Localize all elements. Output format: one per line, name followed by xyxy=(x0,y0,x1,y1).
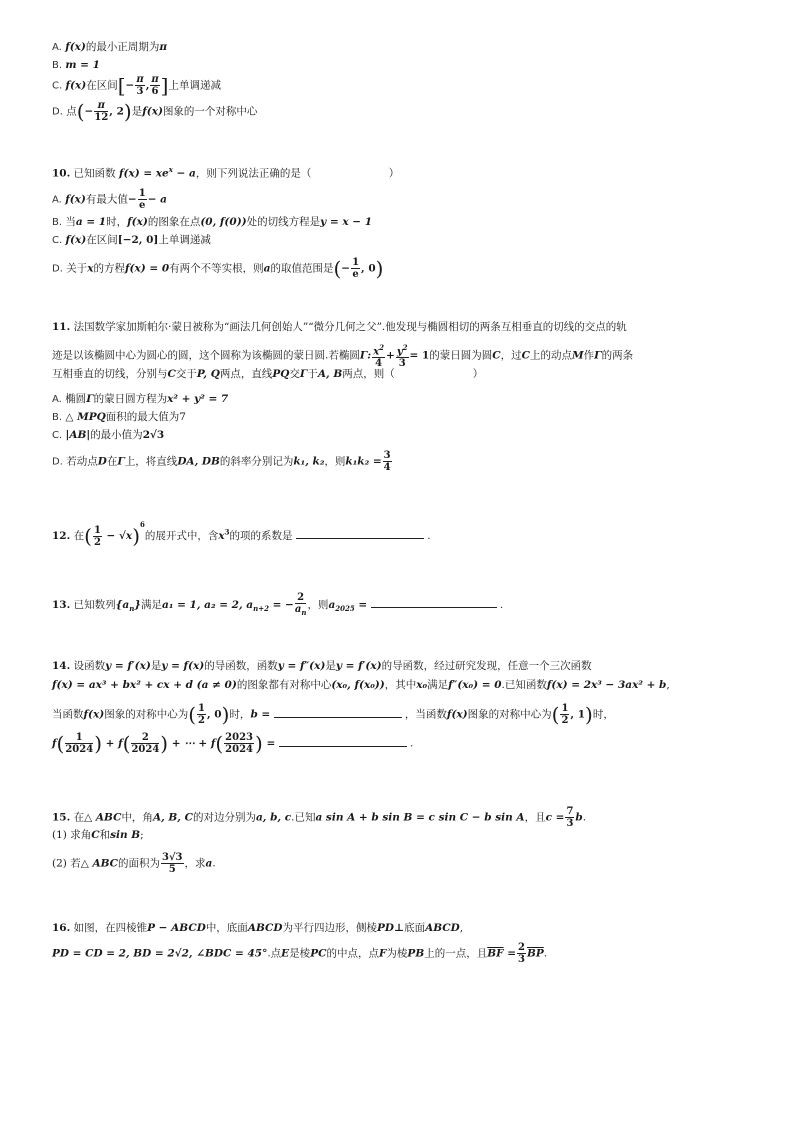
math: f(x) = 0 xyxy=(125,262,170,275)
math: f(x) xyxy=(127,216,148,228)
math: |AB| xyxy=(65,429,91,441)
math: k₁k₂ = xyxy=(345,455,382,468)
text: ，其中 xyxy=(384,679,417,691)
math: x₀ xyxy=(416,679,428,691)
text: 的两条 xyxy=(601,349,634,362)
question-number: 16. xyxy=(52,922,71,934)
q14-stem-line2 xyxy=(52,678,670,692)
q15-part-2 xyxy=(52,852,216,875)
q9-option-d: D. 点(− $\frac{\pi}{12}$ , 2)是f(x)图象的一个对称中心 xyxy=(52,99,258,124)
question-number: 15. xyxy=(52,811,71,824)
text: 上的动点 xyxy=(530,349,573,362)
subscript: 2025 xyxy=(335,604,355,614)
question-number: 12. xyxy=(52,530,71,542)
math: f(x) xyxy=(65,193,86,206)
text: 底面 xyxy=(404,922,426,934)
text: 的导函数，经过研究发现，任意一个三次函数 xyxy=(381,660,592,672)
numerator: 3√3 xyxy=(162,852,183,863)
answer-blank-sum[interactable] xyxy=(279,736,407,747)
text: ，则 xyxy=(307,599,329,611)
math: a, b, c xyxy=(255,811,292,824)
denominator: e xyxy=(139,200,146,211)
fraction xyxy=(295,592,307,618)
math: P − ABCD xyxy=(147,922,206,934)
math: A, B xyxy=(317,368,343,380)
fraction xyxy=(517,942,526,965)
question-number: 10. xyxy=(52,167,71,180)
text: 交于 xyxy=(175,368,197,380)
subscript: n xyxy=(129,604,135,614)
q11-stem-line1 xyxy=(52,320,627,334)
q15-part-1 xyxy=(52,828,144,842)
text: 于 xyxy=(307,368,318,380)
fraction xyxy=(565,806,574,829)
denominator: 5 xyxy=(168,864,176,875)
fraction: $\frac{y^2}{3}$ xyxy=(396,343,408,370)
fraction: $\frac{x^2}{4}$ xyxy=(373,343,385,370)
denominator: 3 xyxy=(518,954,525,965)
text: ; xyxy=(140,829,144,841)
text: 和 xyxy=(99,829,111,841)
text: 已知函数 xyxy=(73,167,116,180)
math: x² + y² = 7 xyxy=(167,393,229,405)
math: k₁, k₂ xyxy=(293,455,325,468)
text: 图象的对称中心为 xyxy=(104,708,189,721)
text: . xyxy=(409,737,414,750)
text: 迹是以该椭圆中心为圆心的圆，这个圆称为该椭圆的蒙日圆.若椭圆 xyxy=(52,349,360,362)
text: 求角 xyxy=(70,829,92,841)
math: b xyxy=(575,811,583,824)
math: f(x) xyxy=(142,105,163,118)
denominator: 3 xyxy=(136,86,144,97)
denominator: 6 xyxy=(151,86,159,97)
text: 的斜率分别记为 xyxy=(219,455,294,468)
math: } xyxy=(134,599,142,611)
math: △ ABC xyxy=(84,811,122,824)
q12-stem: 12. 在( $\frac{1}{2}$ − √x)$^6$的展开式中，含$x^3$的项的系数是 . xyxy=(52,520,431,548)
q16-stem-line1 xyxy=(52,921,463,935)
fraction xyxy=(351,257,360,280)
denominator: 2024 xyxy=(65,744,94,755)
question-number: 13. xyxy=(52,599,71,611)
text: 如图，在四棱锥 xyxy=(73,922,148,934)
text: 是 xyxy=(325,660,336,672)
q11-option-a xyxy=(52,392,228,407)
math: b = xyxy=(250,708,271,721)
math: P, Q xyxy=(196,368,220,380)
math: C xyxy=(492,349,501,362)
text: 的导函数，函数 xyxy=(204,660,278,672)
math: E xyxy=(281,947,290,960)
math: 2√3 xyxy=(142,429,165,441)
math: − a xyxy=(172,167,196,180)
text: 上单调递减 xyxy=(168,79,221,92)
text: 的中点，点 xyxy=(326,947,379,960)
math: m = 1 xyxy=(65,59,100,71)
option-label: C. xyxy=(52,80,63,92)
math: + f xyxy=(102,737,123,750)
text: 的蒙日圆方程为 xyxy=(93,393,168,405)
numerator: y xyxy=(396,346,403,358)
text: ，则 xyxy=(324,455,346,468)
text: 在 xyxy=(73,530,85,542)
denominator: 12 xyxy=(94,112,109,123)
math: ABCD xyxy=(425,922,460,934)
option-label: B. xyxy=(52,217,63,228)
math: [−2, 0] xyxy=(117,234,159,246)
text: 是棱 xyxy=(289,947,311,960)
option-label: A. xyxy=(52,194,62,206)
text: ，则下列说法正确的是（ xyxy=(195,167,312,180)
denominator: e xyxy=(352,269,359,280)
text: , xyxy=(666,679,670,691)
text: 法国数学家加斯帕尔·蒙日被称为“画法几何创始人”“微分几何之父”.他发现与椭圆相切的两条互相垂直的切线的交点的轨 xyxy=(73,321,627,333)
text: 的图象都有对称中心 xyxy=(236,679,332,691)
text: 在区间 xyxy=(86,234,118,246)
q14-stem-line4: f( $\frac{1}{2024}$ ) + f( $\frac{2}{2024}$ ) + ⋯ + f( $\frac{2023}{2024}$ ) = . xyxy=(52,731,414,756)
numerator: 1 xyxy=(93,524,101,536)
text: 的方程 xyxy=(93,262,125,275)
fraction xyxy=(161,852,184,875)
q10-option-d: D. 关于x的方程f(x) = 0有两个不等实根，则a的取值范围是(− $\frac{1}{e}$ , 0) xyxy=(52,256,384,281)
text: ） xyxy=(472,368,484,380)
text: 交 xyxy=(289,368,300,380)
numerator: 1 xyxy=(352,257,360,268)
math: , 0 xyxy=(207,708,222,721)
text: 有两个不等实根，则 xyxy=(169,262,264,275)
numerator: 1 xyxy=(561,703,569,714)
question-number: 14. xyxy=(52,660,71,672)
math: (0, f(0)) xyxy=(200,216,247,228)
math: π xyxy=(159,41,168,53)
math: Γ: xyxy=(359,349,372,362)
text: 点 xyxy=(66,105,77,118)
text: 面积的最大值为7 xyxy=(105,411,186,423)
text: 处的切线方程是 xyxy=(246,216,321,228)
denominator: 2 xyxy=(93,536,101,548)
text: 的最小正周期为 xyxy=(85,41,160,53)
text: 中，角 xyxy=(121,811,153,824)
math: − √x xyxy=(102,530,133,542)
text: 在区间 xyxy=(86,79,118,92)
text: 在 xyxy=(106,455,118,468)
text: 椭圆 xyxy=(65,393,87,405)
math: y = f′(x) xyxy=(335,660,382,672)
option-label: D. xyxy=(52,106,63,118)
math: C xyxy=(167,368,176,380)
text: 为棱 xyxy=(386,947,408,960)
math: y = x − 1 xyxy=(320,216,373,228)
text: ） xyxy=(388,167,400,180)
math: a xyxy=(263,262,271,275)
text: ，且 xyxy=(524,811,546,824)
math: DA, DB xyxy=(177,455,220,468)
text: 时， xyxy=(106,216,128,228)
option-label: C. xyxy=(52,430,63,441)
denominator: 3 xyxy=(566,818,574,829)
text: .点 xyxy=(267,947,282,960)
q10-option-b xyxy=(52,215,372,230)
part-label: (1) xyxy=(52,829,67,841)
math: f(x) = 2x³ − 3ax² + b xyxy=(546,679,667,691)
numerator: 7 xyxy=(566,806,574,817)
exponent: 6 xyxy=(140,520,145,529)
subscript: n xyxy=(301,608,307,617)
denominator: 2 xyxy=(198,715,205,726)
text: 是 xyxy=(131,105,143,118)
math: PD = CD = 2, BD = 2√2, ∠BDC = 45° xyxy=(52,947,268,960)
fraction xyxy=(560,703,569,726)
math: c = xyxy=(545,811,565,824)
math: = − xyxy=(268,599,294,611)
math: F xyxy=(378,947,387,960)
text: 时， xyxy=(592,708,614,721)
q9-option-a xyxy=(52,40,167,55)
math: f(x) xyxy=(65,234,87,246)
numerator: 2 xyxy=(518,942,525,953)
denominator: 3 xyxy=(398,358,406,370)
math: PQ xyxy=(272,368,290,380)
fraction xyxy=(224,732,254,755)
answer-blank-b[interactable] xyxy=(274,707,402,718)
fraction xyxy=(383,450,392,473)
math: + xyxy=(386,349,395,362)
math: − a xyxy=(147,193,167,206)
math: y = f″(x) xyxy=(277,660,326,672)
option-label: D. xyxy=(52,456,63,468)
text: 互相垂直的切线，分别与 xyxy=(52,368,168,380)
math: PC xyxy=(310,947,327,960)
math: = xyxy=(354,599,368,611)
text: 的展开式中，含 xyxy=(144,530,219,542)
math: △ MPQ xyxy=(65,411,106,423)
q9-option-c: C. f(x)在区间[− $\frac{\pi}{3}$ , $\frac{\pi}{6}$ ]上单调递减 xyxy=(52,73,221,98)
math: (x₀, f(x₀)) xyxy=(331,679,385,691)
text: . xyxy=(427,530,431,542)
q11-option-c xyxy=(52,428,164,443)
answer-blank[interactable] xyxy=(371,597,497,608)
fraction xyxy=(93,525,102,548)
text: 关于 xyxy=(66,262,88,275)
text: 上单调递减 xyxy=(158,234,211,246)
option-label: A. xyxy=(52,394,62,405)
q11-stem-line2 xyxy=(52,342,633,369)
text: 有最大值 xyxy=(85,193,128,206)
text: .已知 xyxy=(291,811,316,824)
question-number: 11. xyxy=(52,321,71,333)
text: 的项的系数是 xyxy=(229,530,293,542)
text: 图象的一个对称中心 xyxy=(162,105,258,118)
bracket: [ xyxy=(117,73,126,98)
numerator: 3 xyxy=(383,450,391,461)
text: 的面积为 xyxy=(118,857,161,870)
fraction xyxy=(65,732,93,755)
text: 作 xyxy=(583,349,595,362)
text: . xyxy=(212,857,216,870)
q9-option-b xyxy=(52,58,100,73)
math: Γ xyxy=(594,349,602,362)
answer-blank[interactable] xyxy=(296,528,424,539)
text: 在 xyxy=(73,811,85,824)
fraction xyxy=(135,74,144,97)
text: 满足 xyxy=(141,599,163,611)
option-label: B. xyxy=(52,412,63,423)
text: 中，底面 xyxy=(205,922,248,934)
text: 两点，直线 xyxy=(219,368,273,380)
text: 时， xyxy=(229,708,251,721)
denominator: 4 xyxy=(375,358,383,370)
bracket: ] xyxy=(160,73,169,98)
fraction xyxy=(150,74,159,97)
math: = xyxy=(503,947,517,960)
fraction xyxy=(131,732,159,755)
part-label: (2) xyxy=(52,857,67,870)
text: 上的一点，且 xyxy=(424,947,488,960)
text: 的最小值为 xyxy=(90,429,143,441)
text: . xyxy=(582,811,587,824)
numerator: 1 xyxy=(198,703,205,714)
math: x xyxy=(87,262,94,275)
math: f(x) xyxy=(83,708,105,721)
q10-option-a xyxy=(52,188,167,211)
math: f(x) = xe xyxy=(118,167,169,180)
numerator: 2 xyxy=(131,732,159,744)
math: Γ xyxy=(117,455,125,468)
math: − xyxy=(127,193,137,206)
text: 已知数列 xyxy=(73,599,116,611)
numerator: 2023 xyxy=(225,732,254,743)
math: y = f(x) xyxy=(161,660,205,672)
fraction xyxy=(94,100,108,123)
math: y = f′(x) xyxy=(105,660,151,672)
option-label: A. xyxy=(52,42,62,53)
text: 图象的对称中心为 xyxy=(467,708,552,721)
q14-stem-line3: 当函数f(x)图象的对称中心为( $\frac{1}{2}$ , 0)时，b = ，当函数f(x)图象的对称中心为( $\frac{1}{2}$ , 1)时， xyxy=(52,702,614,727)
text: . xyxy=(499,599,504,611)
math: − xyxy=(125,79,135,92)
text: 若 xyxy=(70,857,81,870)
math: Γ xyxy=(299,368,308,380)
numerator: π xyxy=(94,100,108,112)
fraction xyxy=(138,188,147,211)
text: 的蒙日圆为圆 xyxy=(429,349,493,362)
math: + ⋯ + f xyxy=(168,737,216,750)
text: 是 xyxy=(150,660,162,672)
math: ABCD xyxy=(247,922,283,934)
denominator: a xyxy=(294,604,302,615)
math: f xyxy=(52,737,57,750)
numerator: x xyxy=(373,346,380,358)
math: a xyxy=(205,857,213,870)
math: a = 1 xyxy=(75,216,107,228)
denominator: 2024 xyxy=(131,744,160,755)
q11-stem-line3 xyxy=(52,367,483,381)
math: sin B xyxy=(110,829,141,841)
option-label: D. xyxy=(52,263,63,275)
math: △ ABC xyxy=(80,857,119,870)
subscript: n+2 xyxy=(253,604,269,614)
q10-stem xyxy=(52,163,399,181)
q16-stem-line2 xyxy=(52,942,547,965)
math: f(x) xyxy=(65,41,86,53)
text: .已知函数 xyxy=(501,679,547,691)
math: 2 xyxy=(116,105,124,118)
text: ，过 xyxy=(500,349,522,362)
text: 上，将直线 xyxy=(124,455,178,468)
math: , 0 xyxy=(361,262,376,275)
q15-stem xyxy=(52,806,586,829)
numerator: π xyxy=(136,74,144,85)
text: 的取值范围是 xyxy=(270,262,334,275)
numerator: 1 xyxy=(138,188,146,199)
math: A, B, C xyxy=(152,811,193,824)
math: x xyxy=(168,165,173,174)
math: a xyxy=(328,599,336,611)
text: 当函数 xyxy=(52,708,84,721)
math: D xyxy=(97,455,107,468)
text: 满足 xyxy=(427,679,449,691)
math: a₁ = 1, a₂ = 2, a xyxy=(162,599,254,611)
math: C xyxy=(521,349,531,362)
math: PB xyxy=(407,947,425,960)
math: = xyxy=(262,737,276,750)
math: f(x) xyxy=(65,79,87,92)
vector: $\overline{BP}$ xyxy=(526,947,544,960)
denominator: 2024 xyxy=(225,744,254,755)
text: 的对边分别为 xyxy=(192,811,256,824)
text: 两点，则（ xyxy=(342,368,395,380)
exponent: 3 xyxy=(224,527,230,537)
text: 若动点 xyxy=(66,455,98,468)
numerator: π xyxy=(151,74,159,85)
numerator: 2 xyxy=(295,592,307,604)
text: . xyxy=(543,947,548,960)
denominator: 4 xyxy=(383,462,391,473)
option-label: B. xyxy=(52,60,63,71)
option-label: C. xyxy=(52,235,63,246)
math: , 1 xyxy=(570,708,586,721)
q10-option-c xyxy=(52,233,211,248)
math: f(x) xyxy=(446,708,468,721)
text: 为平行四边形，侧棱 xyxy=(282,922,377,934)
math: x xyxy=(218,530,225,542)
text: ，求 xyxy=(184,857,206,870)
q11-option-d xyxy=(52,450,393,473)
numerator: 1 xyxy=(65,732,93,744)
text: , xyxy=(459,922,464,934)
math: PD⊥ xyxy=(377,922,405,934)
q14-stem-line1 xyxy=(52,659,592,673)
text: 设函数 xyxy=(73,660,106,672)
math: Γ xyxy=(86,393,94,405)
math: f(x) = ax³ + bx² + cx + d (a ≠ 0) xyxy=(52,679,237,691)
denominator: 2 xyxy=(561,715,569,726)
fraction xyxy=(197,703,206,726)
text: 当 xyxy=(65,216,76,228)
math: M xyxy=(572,349,584,362)
math: C xyxy=(91,829,100,841)
math: {a xyxy=(115,599,130,611)
math: f″(x₀) = 0 xyxy=(448,679,502,691)
text: 的图象在点 xyxy=(147,216,201,228)
q13-stem xyxy=(52,592,503,618)
q11-option-b xyxy=(52,410,186,425)
text: ，当函数 xyxy=(404,708,447,721)
math: a sin A + b sin B = c sin C − b sin A xyxy=(315,811,525,824)
vector: $\overline{BF}$ xyxy=(487,947,504,960)
math: = 1 xyxy=(409,349,430,362)
